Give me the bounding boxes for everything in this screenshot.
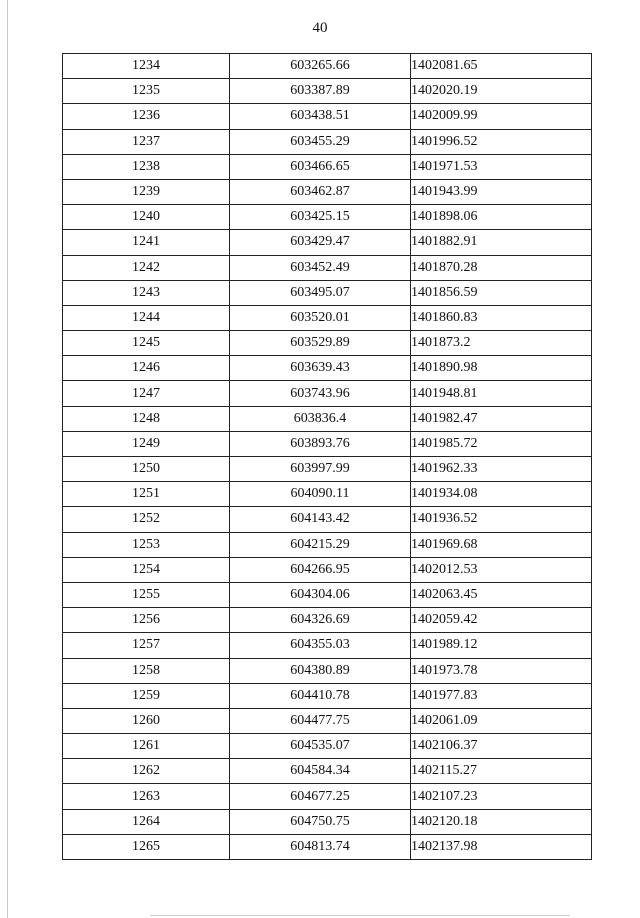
point-number-cell: 1248	[63, 406, 230, 431]
table-row	[63, 532, 592, 557]
point-number-cell: 1265	[63, 834, 230, 859]
x-coordinate-cell: 604304.06	[230, 582, 411, 607]
x-coordinate-cell: 603455.29	[230, 129, 411, 154]
x-coordinate-cell: 604584.34	[230, 759, 411, 784]
point-number-cell: 1242	[63, 255, 230, 280]
x-coordinate-cell: 603425.15	[230, 205, 411, 230]
y-coordinate-cell: 1401996.52	[411, 129, 592, 154]
x-coordinate-cell: 604143.42	[230, 507, 411, 532]
y-coordinate-cell: 1401898.06	[411, 205, 592, 230]
y-coordinate-cell: 1401971.53	[411, 154, 592, 179]
x-coordinate-cell: 603387.89	[230, 79, 411, 104]
y-coordinate-cell: 1402009.99	[411, 104, 592, 129]
point-number-cell: 1254	[63, 557, 230, 582]
x-coordinate-cell: 603462.87	[230, 179, 411, 204]
point-number-cell: 1263	[63, 784, 230, 809]
x-coordinate-cell: 604813.74	[230, 834, 411, 859]
y-coordinate-cell: 1402081.65	[411, 54, 592, 79]
table-row	[63, 759, 592, 784]
x-coordinate-cell: 603495.07	[230, 280, 411, 305]
point-number-cell: 1253	[63, 532, 230, 557]
table-row	[63, 406, 592, 431]
x-coordinate-cell: 604266.95	[230, 557, 411, 582]
x-coordinate-cell: 604090.11	[230, 482, 411, 507]
y-coordinate-cell: 1401985.72	[411, 431, 592, 456]
y-coordinate-cell: 1401882.91	[411, 230, 592, 255]
x-coordinate-cell: 603997.99	[230, 457, 411, 482]
table-row	[63, 608, 592, 633]
y-coordinate-cell: 1401873.2	[411, 331, 592, 356]
table-row	[63, 633, 592, 658]
y-coordinate-cell: 1402059.42	[411, 608, 592, 633]
y-coordinate-cell: 1401860.83	[411, 305, 592, 330]
table-row	[63, 54, 592, 79]
point-number-cell: 1237	[63, 129, 230, 154]
table-row	[63, 79, 592, 104]
x-coordinate-cell: 604410.78	[230, 683, 411, 708]
scan-bottom-edge	[150, 915, 570, 916]
y-coordinate-cell: 1402115.27	[411, 759, 592, 784]
x-coordinate-cell: 604215.29	[230, 532, 411, 557]
table-row	[63, 708, 592, 733]
y-coordinate-cell: 1401982.47	[411, 406, 592, 431]
x-coordinate-cell: 603529.89	[230, 331, 411, 356]
coordinates-table	[62, 53, 592, 860]
x-coordinate-cell: 603743.96	[230, 381, 411, 406]
x-coordinate-cell: 603639.43	[230, 356, 411, 381]
x-coordinate-cell: 604326.69	[230, 608, 411, 633]
y-coordinate-cell: 1401962.33	[411, 457, 592, 482]
point-number-cell: 1257	[63, 633, 230, 658]
point-number-cell: 1259	[63, 683, 230, 708]
table-row	[63, 658, 592, 683]
x-coordinate-cell: 603466.65	[230, 154, 411, 179]
y-coordinate-cell: 1402120.18	[411, 809, 592, 834]
point-number-cell: 1252	[63, 507, 230, 532]
y-coordinate-cell: 1401989.12	[411, 633, 592, 658]
point-number-cell: 1260	[63, 708, 230, 733]
x-coordinate-cell: 603836.4	[230, 406, 411, 431]
point-number-cell: 1251	[63, 482, 230, 507]
table-row	[63, 255, 592, 280]
x-coordinate-cell: 604355.03	[230, 633, 411, 658]
x-coordinate-cell: 603429.47	[230, 230, 411, 255]
x-coordinate-cell: 604477.75	[230, 708, 411, 733]
table-row	[63, 507, 592, 532]
point-number-cell: 1255	[63, 582, 230, 607]
point-number-cell: 1241	[63, 230, 230, 255]
table-row	[63, 381, 592, 406]
y-coordinate-cell: 1402063.45	[411, 582, 592, 607]
x-coordinate-cell: 603893.76	[230, 431, 411, 456]
point-number-cell: 1258	[63, 658, 230, 683]
x-coordinate-cell: 604750.75	[230, 809, 411, 834]
table-row	[63, 482, 592, 507]
table-row	[63, 834, 592, 859]
y-coordinate-cell: 1401969.68	[411, 532, 592, 557]
table-row	[63, 205, 592, 230]
point-number-cell: 1247	[63, 381, 230, 406]
y-coordinate-cell: 1401934.08	[411, 482, 592, 507]
x-coordinate-cell: 604535.07	[230, 734, 411, 759]
x-coordinate-cell: 603520.01	[230, 305, 411, 330]
point-number-cell: 1246	[63, 356, 230, 381]
x-coordinate-cell: 603452.49	[230, 255, 411, 280]
table-row	[63, 582, 592, 607]
point-number-cell: 1256	[63, 608, 230, 633]
x-coordinate-cell: 604677.25	[230, 784, 411, 809]
y-coordinate-cell: 1401870.28	[411, 255, 592, 280]
table-row	[63, 280, 592, 305]
x-coordinate-cell: 603265.66	[230, 54, 411, 79]
table-row	[63, 457, 592, 482]
y-coordinate-cell: 1401943.99	[411, 179, 592, 204]
table-row	[63, 305, 592, 330]
y-coordinate-cell: 1401973.78	[411, 658, 592, 683]
point-number-cell: 1261	[63, 734, 230, 759]
point-number-cell: 1249	[63, 431, 230, 456]
y-coordinate-cell: 1402107.23	[411, 784, 592, 809]
point-number-cell: 1234	[63, 54, 230, 79]
table-row	[63, 734, 592, 759]
table-row	[63, 154, 592, 179]
point-number-cell: 1235	[63, 79, 230, 104]
table-row	[63, 356, 592, 381]
table-row	[63, 809, 592, 834]
table-row	[63, 331, 592, 356]
table-row	[63, 129, 592, 154]
table-row	[63, 557, 592, 582]
y-coordinate-cell: 1402137.98	[411, 834, 592, 859]
table-row	[63, 431, 592, 456]
point-number-cell: 1238	[63, 154, 230, 179]
coordinates-table-body	[63, 54, 592, 860]
x-coordinate-cell: 604380.89	[230, 658, 411, 683]
y-coordinate-cell: 1402020.19	[411, 79, 592, 104]
page-number: 40	[312, 20, 328, 36]
y-coordinate-cell: 1401936.52	[411, 507, 592, 532]
y-coordinate-cell: 1401856.59	[411, 280, 592, 305]
scan-left-edge	[7, 0, 8, 918]
point-number-cell: 1245	[63, 331, 230, 356]
point-number-cell: 1244	[63, 305, 230, 330]
table-row	[63, 104, 592, 129]
table-row	[63, 683, 592, 708]
y-coordinate-cell: 1401948.81	[411, 381, 592, 406]
y-coordinate-cell: 1401977.83	[411, 683, 592, 708]
y-coordinate-cell: 1402012.53	[411, 557, 592, 582]
x-coordinate-cell: 603438.51	[230, 104, 411, 129]
y-coordinate-cell: 1402106.37	[411, 734, 592, 759]
point-number-cell: 1236	[63, 104, 230, 129]
point-number-cell: 1250	[63, 457, 230, 482]
y-coordinate-cell: 1401890.98	[411, 356, 592, 381]
point-number-cell: 1240	[63, 205, 230, 230]
table-row	[63, 230, 592, 255]
point-number-cell: 1243	[63, 280, 230, 305]
table-row	[63, 784, 592, 809]
point-number-cell: 1264	[63, 809, 230, 834]
point-number-cell: 1239	[63, 179, 230, 204]
y-coordinate-cell: 1402061.09	[411, 708, 592, 733]
table-row	[63, 179, 592, 204]
point-number-cell: 1262	[63, 759, 230, 784]
